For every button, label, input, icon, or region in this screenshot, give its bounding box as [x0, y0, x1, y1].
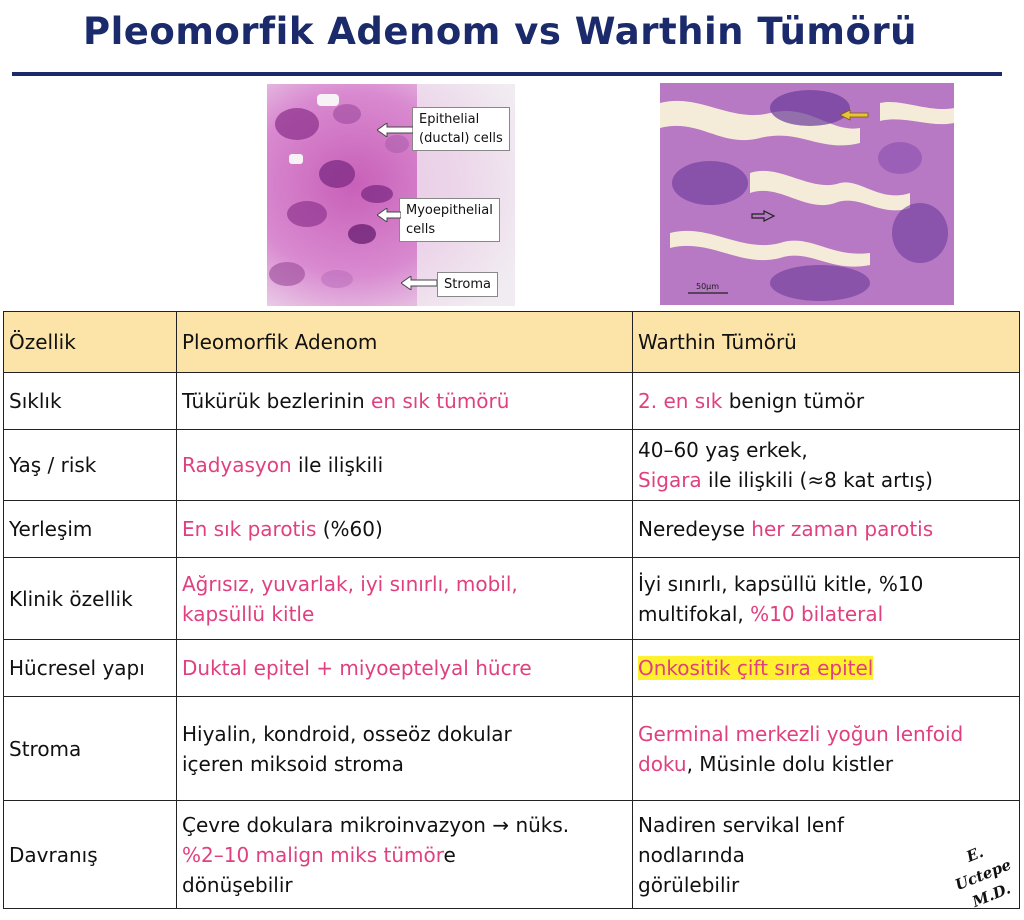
feature-cell: Klinik özellik: [4, 558, 177, 640]
warthin-tumor-histology-image: [660, 83, 954, 305]
epithelial-cells-label: Epithelial (ductal) cells: [412, 107, 510, 151]
pa-cell: [177, 430, 633, 501]
pa-cell: [177, 697, 633, 801]
feature-cell: Hücresel yapı: [4, 640, 177, 697]
emphasized-text: %2–10 malign miks tümör: [182, 842, 444, 867]
myoepithelial-arrow-icon: [377, 208, 401, 222]
table-row: [4, 697, 1020, 801]
emphasized-text: Ağrısız, yuvarlak, iyi sınırlı, mobil,: [182, 571, 518, 596]
cell-text: dönüşebilir: [182, 872, 293, 897]
emphasized-text: en sık tümörü: [371, 389, 510, 413]
pa-cell: [177, 801, 633, 909]
emphasized-text: %10 bilateral: [750, 601, 884, 626]
table-row: [4, 801, 1020, 909]
feature-cell: Sıklık: [4, 373, 177, 430]
table-row: [4, 558, 1020, 640]
wt-cell: [633, 430, 1020, 501]
emphasized-text: Sigara: [638, 468, 702, 492]
cell-text: görülebilir: [638, 872, 740, 897]
header-feature: Özellik: [4, 312, 177, 373]
feature-cell: Davranış: [4, 801, 177, 909]
emphasized-text: kapsüllü kitle: [182, 601, 315, 626]
epithelial-arrow-icon: [377, 123, 413, 137]
emphasized-text: Radyasyon: [182, 453, 292, 477]
title-divider: [12, 72, 1002, 76]
scale-bar-label: 50µm: [696, 282, 720, 291]
stroma-arrow-icon: [401, 276, 437, 290]
cell-text: ile ilişkili: [291, 453, 384, 477]
highlighted-text: Onkositik çift sıra epitel: [638, 656, 874, 680]
wt-cell: [633, 640, 1020, 697]
wt-cell: [633, 373, 1020, 430]
pa-cell: [177, 640, 633, 697]
pa-cell: [177, 501, 633, 558]
cell-text: İyi sınırlı, kapsüllü kitle, %10: [638, 571, 924, 596]
cell-text: ile ilişkili (≈8 kat artış): [701, 468, 933, 492]
feature-cell: Yaş / risk: [4, 430, 177, 501]
wt-cell: [633, 558, 1020, 640]
wt-cell: [633, 501, 1020, 558]
table-row: [4, 430, 1020, 501]
page-title: Pleomorfik Adenom vs Warthin Tümörü: [83, 10, 917, 53]
pleomorphic-adenoma-histology-image: [267, 84, 515, 306]
cell-text: Nadiren servikal lenf nodlarında: [638, 812, 844, 867]
myoepithelial-cells-label: Myoepithelial cells: [399, 198, 500, 242]
cell-text: 40–60 yaş erkek,: [638, 438, 808, 462]
cell-text: Çevre dokulara mikroinvazyon → nüks.: [182, 812, 570, 837]
he-stain-image-right: [660, 83, 954, 305]
cell-text: Tükürük bezlerinin: [182, 389, 372, 413]
cell-text: , Müsinle dolu kistler: [686, 751, 894, 776]
table-row: [4, 640, 1020, 697]
author-signature: E. Uctepe M.D.: [952, 842, 1014, 911]
cell-text: içeren miksoid stroma: [182, 751, 404, 776]
header-pleomorphic-adenoma: Pleomorfik Adenom: [177, 312, 633, 373]
emphasized-text: her zaman parotis: [751, 517, 934, 541]
table-header-row: [4, 312, 1020, 373]
table-row: [4, 373, 1020, 430]
cell-text: benign tümör: [722, 389, 865, 413]
header-warthin-tumor: Warthin Tümörü: [633, 312, 1020, 373]
cell-text: Neredeyse: [638, 517, 752, 541]
cell-text: Hiyalin, kondroid, osseöz dokular: [182, 721, 512, 746]
cell-text: e: [443, 842, 456, 867]
emphasized-text: Germinal merkezli yoğun lenfoid: [638, 721, 964, 746]
cell-text: multifokal,: [638, 601, 751, 626]
table-row: [4, 501, 1020, 558]
feature-cell: Stroma: [4, 697, 177, 801]
emphasized-text: En sık parotis: [182, 517, 317, 541]
pa-cell: [177, 558, 633, 640]
cell-text: (%60): [316, 517, 383, 541]
emphasized-text: 2. en sık: [638, 389, 723, 413]
wt-cell: [633, 697, 1020, 801]
comparison-table: [3, 311, 1020, 909]
emphasized-text: doku: [638, 751, 687, 776]
pa-cell: [177, 373, 633, 430]
emphasized-text: Duktal epitel + miyoeptelyal hücre: [182, 656, 532, 680]
feature-cell: Yerleşim: [4, 501, 177, 558]
stroma-label: Stroma: [437, 272, 498, 297]
